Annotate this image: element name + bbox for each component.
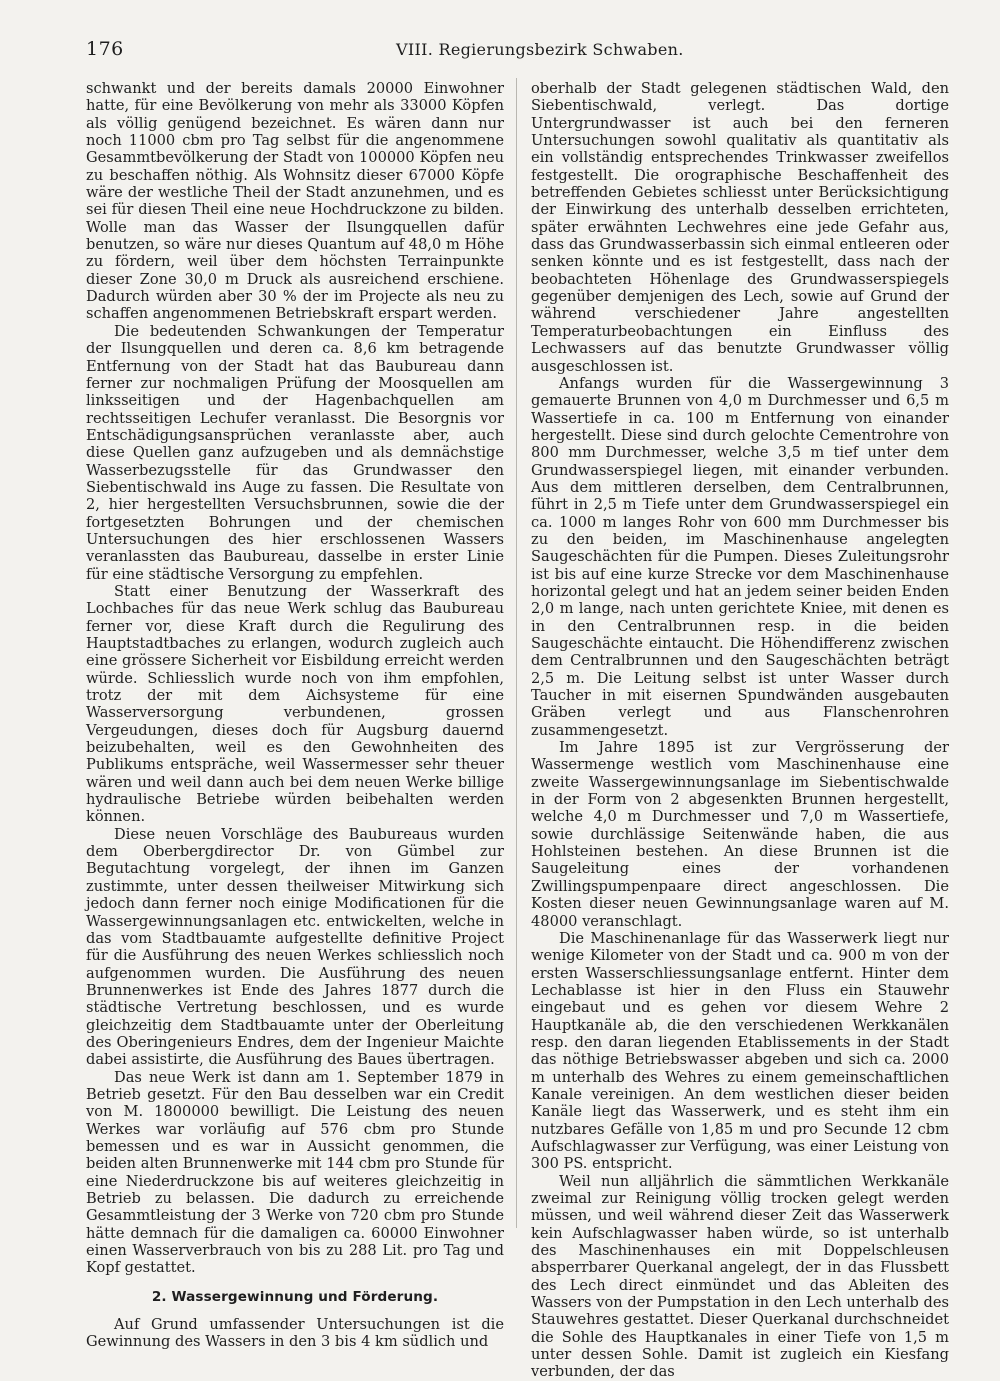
paragraph: Diese neuen Vorschläge des Baubureaus wurden dem Oberbergdirector Dr. von Gümbel zur Begutachtung vorgelegt, der ihnen im Ganzen zustimmte, unter dessen theilweiser Mitwirkung sich jedoch dann ferner noch einige Modificationen für die Wassergewinnungsanlagen etc. entwickelten, welche in das vom Stadtbauamte aufgestellte definitive Project für die Ausführung des neuen Werkes schliesslich noch aufgenommen wurden. Die Ausführung des neuen Brunnenwerkes ist Ende des Jahres 1877 durch die städtische Vertretung beschlossen, und es wurde gleichzeitig dem Stadtbauamte unter der Oberleitung des Oberingenieurs Endres, dem der Ingenieur Maichte dabei assistirte, die Ausführung des Baues übertragen. — [86, 825, 504, 1069]
paragraph: Weil nun alljährlich die sämmtlichen Werkkanäle zweimal zur Reinigung völlig trocken gelegt werden müssen, und weil während dieser Zeit das Wasserwerk kein Aufschlagwasser haben würde, so ist unterhalb des Maschinenhauses ein mit Doppelschleusen absperrbarer Querkanal angelegt, der in das Flussbett des Lech direct einmündet und das Ableiten des Wassers von der Pumpstation in den Lech unterhalb des Stauwehres gestattet. Dieser Querkanal durchschneidet die Sohle des Hauptkanales in einer Tiefe von 1,5 m unter dessen Sohle. Damit ist zugleich ein Kiesfang verbunden, der das — [531, 1172, 949, 1381]
paragraph: Statt einer Benutzung der Wasserkraft des Lochbaches für das neue Werk schlug das Baubureau ferner vor, diese Kraft durch die Regulirung des Hauptstadtbaches zu erlangen, wodurch zugleich auch eine grössere Sicherheit vor Eisbildung erreicht werden würde. Schliesslich wurde noch von ihm empfohlen, trotz der mit dem Aichsysteme für eine Wasserversorgung verbundenen, grossen Vergeudungen, dieses doch für Augsburg dauernd beizubehalten, weil es den Gewohnheiten des Publikums entspräche, weil Wassermesser sehr theuer wären und weil dann auch bei dem neuen Werke billige hydraulische Betriebe würden beibehalten werden können. — [86, 582, 504, 826]
running-title: VIII. Regierungsbezirk Schwaben. — [396, 40, 684, 59]
paragraph: Anfangs wurden für die Wassergewinnung 3 gemauerte Brunnen von 4,0 m Durchmesser und 6,5 m Wassertiefe in ca. 100 m Entfernung von einander hergestellt. Diese sind durch gelochte Cementrohre von 800 mm Durchmesser, welche 3,5 m tief unter dem Grundwasserspiegel liegen, mit einander verbunden. Aus dem mittleren derselben, dem Centralbrunnen, führt in 2,5 m Tiefe unter dem Grundwasserspiegel ein ca. 1000 m langes Rohr von 600 mm Durchmesser bis zu den beiden, im Maschinenhause angelegten Saugeschächten für die Pumpen. Dieses Zuleitungsrohr ist bis auf eine kurze Strecke vor dem Maschinenhause horizontal gelegt und hat an jedem seiner beiden Enden 2,0 m lange, nach unten gerichtete Kniee, mit denen es in den Centralbrunnen resp. in die beiden Saugeschächte eintaucht. Die Höhendifferenz zwischen dem Centralbrunnen und den Saugeschächten beträgt 2,5 m. Die Leitung selbst ist unter Wasser durch Taucher in mit eisernen Spundwänden ausgebauten Gräben verlegt und aus Flanschenrohren zusammengesetzt. — [531, 374, 949, 739]
section-heading: 2. Wassergewinnung und Förderung. — [151, 1288, 439, 1305]
right-column — [531, 80, 949, 1381]
paragraph: Die Maschinenanlage für das Wasserwerk liegt nur wenige Kilometer von der Stadt und ca. 900 m von der ersten Wasserschliessungsanlage entfernt. Hinter dem Lechablasse ist hier in den Fluss ein Stauwehr eingebaut und es gehen vor diesem Wehre 2 Hauptkanäle ab, die den verschiedenen Werkkanälen resp. den daran liegenden Etablissements in der Stadt das nöthige Betriebswasser abgeben und sich ca. 2000 m unterhalb des Wehres zu einem gemeinschaftlichen Kanale vereinigen. An dem westlichen dieser beiden Kanäle liegt das Wasserwerk, und es steht ihm ein nutzbares Gefälle von 1,85 m und pro Secunde 12 cbm Aufschlagwasser zur Verfügung, was einer Leistung von 300 PS. entspricht. — [531, 929, 949, 1173]
paragraph: schwankt und der bereits damals 20000 Einwohner hatte, für eine Bevölkerung von mehr als 33000 Köpfen als völlig genügend bezeichnet. Es wären dann nur noch 11000 cbm pro Tag selbst für die angenommene Gesammtbevölkerung der Stadt von 100000 Köpfen neu zu beschaffen nöthig. Als Wohnsitz dieser 67000 Köpfe wäre der westliche Theil der Stadt anzunehmen, und es sei für diesen Theil eine neue Hochdruckzone zu bilden. Wolle man das Wasser der Ilsungquellen dafür benutzen, so wäre nur dieses Quantum auf 48,0 m Höhe zu fördern, weil über dem höchsten Terrainpunkte dieser Zone 30,0 m Druck als ausreichend erschiene. Dadurch würden aber 30 % der im Projecte als neu zu schaffen angenommenen Betriebskraft erspart werden. — [86, 80, 504, 323]
page-number: 176 — [86, 38, 124, 60]
page-header — [86, 38, 956, 64]
paragraph: Im Jahre 1895 ist zur Vergrösserung der Wassermenge westlich vom Maschinenhause eine zweite Wassergewinnungsanlage im Siebentischwalde in der Form von 2 abgesenkten Brunnen hergestellt, welche 4,0 m Durchmesser und 7,0 m Wassertiefe, sowie durchlässige Seitenwände haben, die aus Hohlsteinen bestehen. An diese Brunnen ist die Saugeleitung eines der vorhandenen Zwillingspumpenpaare direct angeschlossen. Die Kosten dieser neuen Gewinnungsanlage waren auf M. 48000 veranschlagt. — [531, 739, 949, 930]
paragraph: Auf Grund umfassender Untersuchungen ist die Gewinnung des Wassers in den 3 bis 4 km südlich und — [86, 1316, 504, 1351]
paragraph: Das neue Werk ist dann am 1. September 1879 in Betrieb gesetzt. Für den Bau desselben war ein Credit von M. 1800000 bewilligt. Die Leistung des neuen Werkes war vorläufig auf 576 cbm pro Stunde bemessen und es war in Aussicht genommen, die beiden alten Brunnenwerke mit 144 cbm pro Stunde für eine Niederdruckzone bis auf weiteres gleichzeitig in Betrieb zu belassen. Die dadurch zu erreichende Gesammtleistung der 3 Werke von 720 cbm pro Stunde hätte demnach für die damaligen ca. 60000 Einwohner einen Wasserverbrauch von bis zu 288 Lit. pro Tag und Kopf gestattet. — [86, 1068, 504, 1277]
paragraph: oberhalb der Stadt gelegenen städtischen Wald, den Siebentischwald, verlegt. Das dortige Untergrundwasser ist auch bei den ferneren Untersuchungen sowohl qualitativ als quantitativ als ein vollständig entsprechendes Trinkwasser zweifellos festgestellt. Die orographische Beschaffenheit des betreffenden Gebietes schliesst unter Berücksichtigung der Einwirkung des unterhalb desselben errichteten, später erwähnten Lechwehres eine jede Gefahr aus, dass das Grundwasserbassin sich einmal entleeren oder senken könnte und es ist festgestellt, dass nach der beobachteten Höhenlage des Grundwasserspiegels gegenüber demjenigen des Lech, sowie auf Grund der während verschiedener Jahre angestellten Temperaturbeobachtungen ein Einfluss des Lechwassers auf das benutzte Grundwasser völlig ausgeschlossen ist. — [531, 80, 949, 375]
column-divider — [516, 78, 517, 1228]
paragraph: Die bedeutenden Schwankungen der Temperatur der Ilsungquellen und deren ca. 8,6 km betragende Entfernung von der Stadt hat das Baubureau dann ferner zur nochmaligen Prüfung der Moosquellen am linksseitigen und der Hagenbachquellen am rechtsseitigen Lechufer veranlasst. Die Besorgnis vor Entschädigungsansprüchen veranlasste aber, auch diese Quellen ganz aufzugeben und als demnächstige Wasserbezugsstelle für das Grundwasser den Siebentischwald ins Auge zu fassen. Die Resultate von 2, hier hergestellten Versuchsbrunnen, sowie die der fortgesetzten Bohrungen und der chemischen Untersuchungen des hier erschlossenen Wassers veranlassten das Baubureau, dasselbe in erster Linie für eine städtische Versorgung zu empfehlen. — [86, 322, 504, 583]
left-column — [86, 80, 504, 1351]
